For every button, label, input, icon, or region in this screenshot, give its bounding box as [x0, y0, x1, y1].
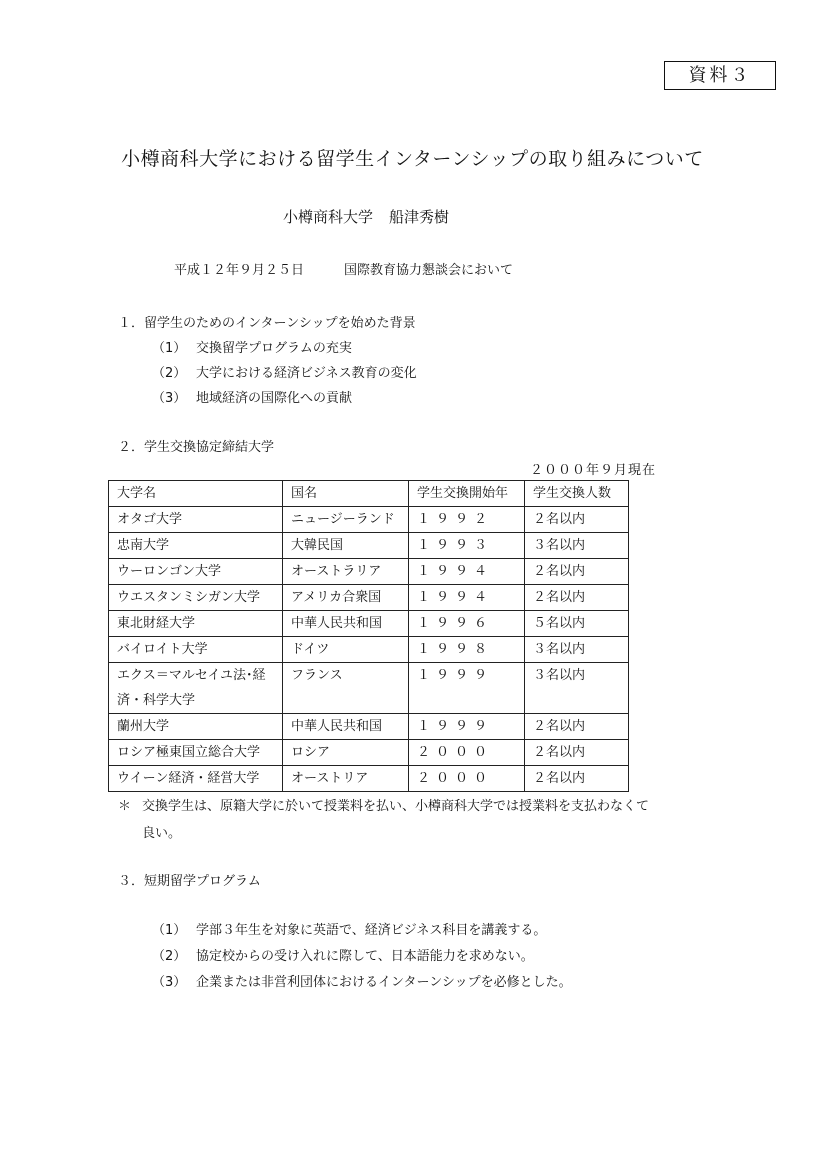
- asterisk-mark: ＊: [118, 799, 132, 814]
- cell-country: ロシア: [283, 740, 409, 766]
- cell-country: ドイツ: [283, 637, 409, 663]
- header-country: 国名: [283, 481, 409, 507]
- cell-country: アメリカ合衆国: [283, 585, 409, 611]
- author-name: 船津秀樹: [389, 208, 450, 226]
- cell-university: オタゴ大学: [109, 507, 283, 533]
- cell-student-count: ２名以内: [525, 585, 629, 611]
- cell-start-year: ２０００: [409, 766, 525, 792]
- cell-university: エクス＝マルセイユ法･経済・科学大学: [109, 663, 283, 714]
- cell-start-year: ２０００: [409, 740, 525, 766]
- cell-university: 東北財経大学: [109, 611, 283, 637]
- item-number: （2）: [152, 366, 187, 381]
- list-item: [152, 945, 534, 964]
- list-item: [152, 971, 572, 990]
- item-number: （1）: [152, 923, 187, 938]
- as-of-date: ２０００年９月現在: [530, 463, 657, 478]
- cell-student-count: ５名以内: [525, 611, 629, 637]
- cell-start-year: １９９４: [409, 559, 525, 585]
- section-3-heading: ３．短期留学プログラム: [118, 874, 261, 889]
- section-2-heading: ２．学生交換協定締結大学: [118, 440, 275, 455]
- cell-student-count: ２名以内: [525, 714, 629, 740]
- item-text: 学部３年生を対象に英語で、経済ビジネス科目を講義する。: [196, 923, 547, 938]
- note-text: 交換学生は、原籍大学に於いて授業料を払い、小樽商科大学では授業料を支払わなくて: [142, 799, 650, 814]
- table-row: [109, 559, 629, 585]
- cell-start-year: １９９９: [409, 714, 525, 740]
- cell-country: オーストリア: [283, 766, 409, 792]
- cell-country: ニュージーランド: [283, 507, 409, 533]
- item-text: 大学における経済ビジネス教育の変化: [196, 366, 417, 381]
- list-item: [152, 919, 546, 938]
- table-row: [109, 611, 629, 637]
- table-row: [109, 663, 629, 714]
- table-row: [109, 507, 629, 533]
- table-row: [109, 533, 629, 559]
- table-row: [109, 585, 629, 611]
- cell-start-year: １９９９: [409, 663, 525, 714]
- cell-university: ウエスタンミシガン大学: [109, 585, 283, 611]
- table-row: [109, 714, 629, 740]
- table-header-row: [109, 481, 629, 507]
- cell-student-count: ２名以内: [525, 559, 629, 585]
- table-row: [109, 740, 629, 766]
- cell-student-count: ３名以内: [525, 663, 629, 714]
- list-item: [152, 337, 352, 356]
- cell-student-count: ２名以内: [525, 766, 629, 792]
- cell-start-year: １９９３: [409, 533, 525, 559]
- section-1-heading: １．留学生のためのインターンシップを始めた背景: [118, 316, 416, 331]
- cell-start-year: １９９８: [409, 637, 525, 663]
- cell-student-count: ３名以内: [525, 637, 629, 663]
- cell-start-year: １９９６: [409, 611, 525, 637]
- meeting-date: 平成１２年９月２５日: [174, 263, 305, 278]
- cell-university: ウーロンゴン大学: [109, 559, 283, 585]
- exchange-universities-table: [108, 480, 629, 792]
- cell-start-year: １９９４: [409, 585, 525, 611]
- header-student-count: 学生交換人数: [525, 481, 629, 507]
- table-row: [109, 766, 629, 792]
- item-number: （3）: [152, 391, 187, 406]
- meeting-line: [174, 259, 513, 278]
- item-text: 協定校からの受け入れに際して、日本語能力を求めない。: [196, 949, 534, 964]
- cell-university: 蘭州大学: [109, 714, 283, 740]
- item-number: （3）: [152, 975, 187, 990]
- item-text: 地域経済の国際化への貢献: [196, 391, 353, 406]
- note-continuation: 良い。: [142, 826, 182, 841]
- cell-country: 中華人民共和国: [283, 611, 409, 637]
- header-university: 大学名: [109, 481, 283, 507]
- item-number: （1）: [152, 341, 187, 356]
- item-number: （2）: [152, 949, 187, 964]
- note-line: [118, 793, 718, 820]
- item-text: 交換留学プログラムの充実: [196, 341, 352, 356]
- cell-university: ロシア極東国立総合大学: [109, 740, 283, 766]
- cell-university: 忠南大学: [109, 533, 283, 559]
- list-item: [152, 387, 352, 406]
- cell-country: オーストラリア: [283, 559, 409, 585]
- cell-country: 大韓民国: [283, 533, 409, 559]
- cell-student-count: ２名以内: [525, 507, 629, 533]
- cell-student-count: ２名以内: [525, 740, 629, 766]
- cell-start-year: １９９２: [409, 507, 525, 533]
- cell-country: 中華人民共和国: [283, 714, 409, 740]
- item-text: 企業または非営利団体におけるインターンシップを必修とした。: [196, 975, 572, 990]
- header-start-year: 学生交換開始年: [409, 481, 525, 507]
- list-item: [152, 362, 417, 381]
- cell-university: ウイーン経済・経営大学: [109, 766, 283, 792]
- affiliation: 小樽商科大学: [283, 208, 374, 226]
- table-row: [109, 637, 629, 663]
- meeting-venue: 国際教育協力懇談会において: [344, 263, 514, 278]
- author-line: [283, 206, 449, 227]
- document-label: 資料３: [664, 61, 776, 90]
- cell-student-count: ３名以内: [525, 533, 629, 559]
- cell-university: バイロイト大学: [109, 637, 283, 663]
- page-title: 小樽商科大学における留学生インターンシップの取り組みについて: [121, 148, 704, 170]
- cell-country: フランス: [283, 663, 409, 714]
- tuition-note: [118, 793, 718, 847]
